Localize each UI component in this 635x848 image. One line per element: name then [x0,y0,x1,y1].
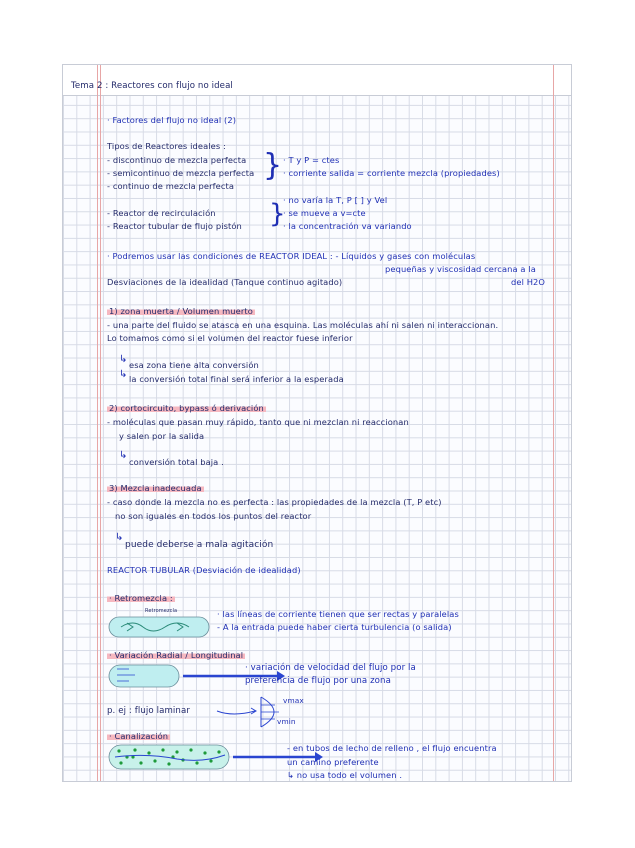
margin-line-right [553,65,554,781]
tipo-3: - continuo de mezcla perfecta [107,181,235,191]
retromezcla-diagram [107,613,213,643]
s1-line-2: Lo tomamos como si el volumen del reactor fuese inferior [107,333,353,343]
tipos2-right-3: · la concentración va variando [283,221,412,231]
canal-title: · Canalización [109,731,169,741]
s2-line-2: y salen por la salida [119,431,205,441]
retro-line-1: · las líneas de corriente tienen que ser rectas y paralelas [217,609,459,619]
s1-arrow-1: ↳ [119,354,128,365]
tipos-right-2: · corriente salida = corriente mezcla (propiedades) [283,168,500,178]
s1-line-3: esa zona tiene alta conversión [129,360,259,370]
pej-line: p. ej : flujo laminar [107,706,190,716]
notebook-page [62,64,572,782]
page-title: Tema 2 : Reactores con flujo no ideal [71,81,233,91]
tipo-4: - Reactor de recirculación [107,208,216,218]
tipos-right-1: · T y P = ctes [283,155,340,165]
podremos-line: · Podremos usar las condiciones de REACTOR IDEAL : - Líquidos y gases con moléculas [107,251,476,261]
tipo-1: - discontinuo de mezcla perfecta [107,155,247,165]
s3-line-1: - caso donde la mezcla no es perfecta : las propiedades de la mezcla (T, P etc) [107,497,442,507]
podremos-line-2: pequeñas y viscosidad cercana a la [385,264,536,274]
s3-line-3: puede deberse a mala agitación [125,540,274,550]
s1-line-1: - una parte del fluido se atasca en una esquina. Las moléculas ahí ni salen ni interaccionan. [107,320,499,330]
retro-caption: Retromezcla [145,608,178,614]
s1-line-4: la conversión total final será inferior a la esperada [129,374,344,384]
radial-line-1: · variación de velocidad del flujo por la [245,663,416,673]
margin-line-left-2 [100,65,101,781]
canal-line-2: un camino preferente [287,757,379,767]
s1-arrow-2: ↳ [119,369,128,380]
s2-arrow: ↳ [119,450,128,461]
s3-title: 3) Mezcla inadecuada [109,483,202,493]
retro-line-2: - A la entrada puede haber cierta turbulencia (o salida) [217,622,452,632]
radial-line-2: preferencia de flujo por una zona [245,676,391,686]
tipo-2: - semicontinuo de mezcla perfecta [107,168,255,178]
s3-arrow: ↳ [115,532,124,543]
s2-title: 2) cortocircuito, bypass ó derivación [109,403,264,413]
tipos-title: Tipos de Reactores ideales : [107,141,226,151]
factores-line: · Factores del flujo no ideal (2) [107,115,237,125]
s3-line-2: no son iguales en todos los puntos del reactor [115,511,312,521]
s2-line-1: - moléculas que pasan muy rápido, tanto que ni mezclan ni reaccionan [107,417,409,427]
podremos-line-3: del H2O [511,277,546,287]
s2-line-3: conversión total baja . [129,457,224,467]
brace-1: } [263,148,283,183]
vmin-label: vmin [277,717,296,726]
brace-2: } [269,199,286,229]
tipo-5: - Reactor tubular de flujo pistón [107,221,242,231]
vmax-label: vmax [283,696,304,705]
canal-line-3: ↳ no usa todo el volumen . [287,770,403,780]
retro-title: · Retromezcla : [109,593,173,603]
tipos2-right-2: · se mueve a v=cte [283,208,366,218]
tipos2-right-1: · no varía la T, P [ ] y Vel [283,195,388,205]
desviaciones-title: Desviaciones de la idealidad (Tanque continuo agitado) [107,277,343,287]
radial-title: · Variación Radial / Longitudinal [109,650,244,660]
tubular-title: REACTOR TUBULAR (Desviación de idealidad) [107,565,301,575]
margin-line-left [97,65,98,781]
laminar-diagram [213,693,293,733]
s1-title: 1) zona muerta / Volumen muerto [109,306,253,316]
canal-line-1: - en tubos de lecho de relleno , el flujo encuentra [287,743,497,753]
